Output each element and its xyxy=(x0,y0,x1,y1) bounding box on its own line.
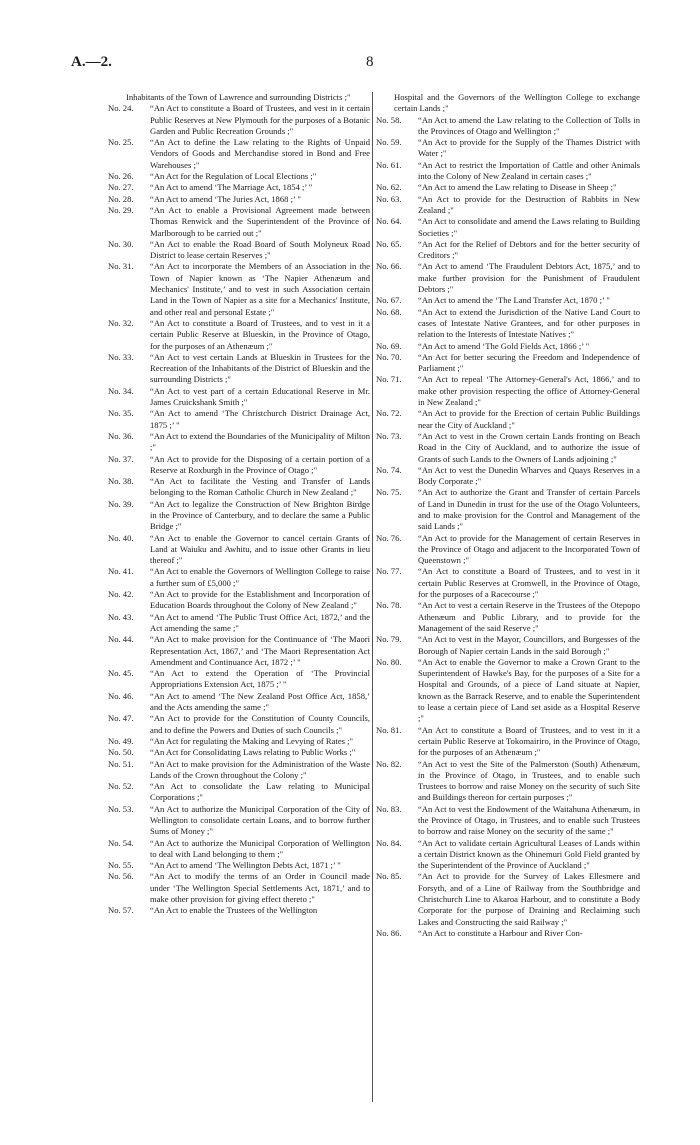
act-entry xyxy=(376,92,640,115)
act-title: “An Act to constitute a Board of Trustees, and to vest in it a certain Public Reserve at Tokomairiro, in the Province of Otago, for the purposes of an Athenæum ;" xyxy=(418,724,640,758)
act-title: “An Act to enable the Governor to cancel certain Grants of Land at Waiuku and Awhitu, and to issue other Grants in lieu thereof ;" xyxy=(150,532,370,566)
act-entry xyxy=(108,454,370,477)
act-number: No. 78. xyxy=(376,600,402,611)
act-entry xyxy=(376,871,640,927)
left-column xyxy=(108,92,370,917)
act-title: “An Act to constitute a Board of Trustees, and to vest in it certain Public Reserves at Cromwell, in the Province of Otago, for the purposes of a Racecourse ;" xyxy=(418,566,640,600)
act-number: No. 32. xyxy=(108,317,134,328)
act-entry xyxy=(108,103,370,137)
act-number: No. 52. xyxy=(108,781,134,792)
act-number: No. 53. xyxy=(108,803,134,814)
act-title: “An Act to amend the Law relating to Disease in Sheep ;" xyxy=(418,182,617,193)
act-entry xyxy=(108,838,370,861)
act-title: Inhabitants of the Town of Lawrence and surrounding Districts ;" xyxy=(126,92,351,102)
act-number: No. 70. xyxy=(376,351,402,362)
act-number: No. 81. xyxy=(376,724,402,735)
act-number: No. 45. xyxy=(108,668,134,679)
act-entry xyxy=(108,759,370,782)
act-title: “An Act to extend the Jurisdiction of the Native Land Court to cases of Intestate Native Grantees, and for other purposes in relation to the Interests of Intestate Natives ;" xyxy=(418,306,640,340)
act-number: No. 42. xyxy=(108,589,134,600)
act-title: “An Act to vest the Site of the Palmerston (South) Athenæum, in the Province of Otago, in Trustees, and to enable such Trustees to borrow and raise Money on the security of such Site and Buildings thereon for certain purposes ;" xyxy=(418,758,640,803)
act-entry xyxy=(376,137,640,160)
act-title: “An Act to provide for the Supply of the Thames District with Water ;" xyxy=(418,137,640,159)
act-entry xyxy=(376,566,640,600)
act-title: “An Act for regulating the Making and Levying of Rates ;" xyxy=(150,735,354,746)
act-number: No. 79. xyxy=(376,634,402,645)
act-entry xyxy=(376,216,640,239)
act-title: “An Act to provide for the Survey of Lakes Ellesmere and Forsyth, and of a Line of Railway from the Southbridge and Christchurch Line to Akaroa Harbour, and to constitute a Body Corporate for the purpose of Draining and Reclaiming such Lakes and Constructing the said Railway ;" xyxy=(418,871,640,927)
act-number: No. 75. xyxy=(376,487,402,498)
act-number: No. 39. xyxy=(108,498,134,509)
act-number: No. 80. xyxy=(376,656,402,667)
act-entry xyxy=(376,408,640,431)
act-entry xyxy=(376,759,640,804)
act-title: “An Act to provide for the Management of certain Reserves in the Province of Otago and adjacent to the Incorporated Town of Queenstown ;" xyxy=(418,532,640,566)
act-title: “An Act to amend ‘The Gold Fields Act, 1866 ;’ " xyxy=(418,340,590,351)
act-entry xyxy=(108,804,370,838)
act-title: “An Act to make provision for the Administration of the Waste Lands of the Crown throughout the Colony ;" xyxy=(150,758,370,780)
act-title: “An Act to extend the Boundaries of the Municipality of Milton ;" xyxy=(150,430,370,453)
act-title: “An Act to extend the Operation of ‘The Provincial Appropriations Extension Act, 1875 ;’ " xyxy=(150,668,370,690)
act-number: No. 26. xyxy=(108,171,134,182)
act-title: “An Act to constitute a Board of Trustees, and vest in it certain Public Reserves at New Plymouth for the purposes of a Botanic Garden and Public Recreation Grounds ;" xyxy=(150,103,370,136)
act-number: No. 58. xyxy=(376,114,402,125)
act-entry xyxy=(376,533,640,567)
act-entry xyxy=(108,499,370,533)
act-entry xyxy=(376,487,640,532)
act-title: “An Act to enable the Trustees of the Wellington xyxy=(150,905,318,916)
act-title: “An Act to constitute a Board of Trustees, and to vest in it a certain Public Reserve at Blueskin, in the Province of Otago, for the purposes of an Athenæum ;" xyxy=(150,317,370,351)
act-title: “An Act to enable the Governor to make a Crown Grant to the Superintendent of Hawke's Bay, for the purposes of a Site for a Hospital and Grounds, of a piece of Land situate at Napier, known as the Barrack Reserve, and to enable the Superintendent to lease a certain piece of Land set aside as a Hospital Reserve ;" xyxy=(418,656,640,724)
act-entry xyxy=(108,182,370,193)
act-number: No. 54. xyxy=(108,837,134,848)
act-number: No. 66. xyxy=(376,261,402,272)
act-entry xyxy=(376,239,640,262)
act-entry xyxy=(376,725,640,759)
section-reference: A.—2. xyxy=(71,54,112,70)
act-entry xyxy=(376,160,640,183)
act-entry xyxy=(108,871,370,905)
act-title: “An Act to modify the terms of an Order in Council made under ‘The Wellington Special Settlements Act, 1871,’ and to make other provision for giving effect thereto ;" xyxy=(150,871,370,905)
act-entry xyxy=(108,691,370,714)
act-title: “An Act to enable the Road Board of South Molyneux Road District to lease certain Reserves ;" xyxy=(150,238,370,261)
act-entry xyxy=(108,747,370,758)
column-divider xyxy=(372,92,373,1102)
act-title: “An Act to authorize the Municipal Corporation of the City of Wellington to consolidate certain Loans, and to borrow further Sums of Money ;" xyxy=(150,803,370,837)
act-number: No. 43. xyxy=(108,611,134,622)
act-title: “An Act to provide for the Establishment and Incorporation of Education Boards throughout the Colony of New Zealand ;" xyxy=(150,589,370,611)
act-number: No. 57. xyxy=(108,905,134,916)
act-number: No. 24. xyxy=(108,103,134,114)
act-title: “An Act to amend ‘The New Zealand Post Office Act, 1858,’ and the Acts amending the same ;" xyxy=(150,690,370,713)
act-number: No. 86. xyxy=(376,927,402,938)
act-entry xyxy=(108,205,370,239)
act-title: “An Act to provide for the Disposing of a certain portion of a Reserve at Roxburgh in the Province of Otago ;" xyxy=(150,453,370,475)
act-entry xyxy=(108,668,370,691)
act-entry xyxy=(108,318,370,352)
act-number: No. 38. xyxy=(108,476,134,487)
act-entry xyxy=(376,465,640,488)
act-title: “An Act to validate certain Agricultural Leases of Lands within a certain District known as the Ohinemuri Gold Field granted by the Superintendent of the Province of Auckland ;" xyxy=(418,837,640,871)
act-entry xyxy=(376,928,640,939)
act-title: “An Act to amend ‘The Fraudulent Debtors Act, 1875,’ and to make further provision for the Punishment of Fraudulent Debtors ;" xyxy=(418,261,640,295)
act-number: No. 50. xyxy=(108,747,134,758)
act-entry xyxy=(376,194,640,217)
act-number: No. 63. xyxy=(376,193,402,204)
act-title: “An Act for Consolidating Laws relating to Public Works ;" xyxy=(150,747,356,758)
act-title: “An Act to enable the Governors of Wellington College to raise a further sum of £5,000 ;" xyxy=(150,566,370,588)
act-number: No. 74. xyxy=(376,464,402,475)
act-number: No. 27. xyxy=(108,182,134,193)
page-header xyxy=(0,54,700,78)
act-number: No. 72. xyxy=(376,408,402,419)
act-entry xyxy=(376,307,640,341)
act-entry xyxy=(376,295,640,306)
act-number: No. 85. xyxy=(376,871,402,882)
act-number: No. 37. xyxy=(108,453,134,464)
act-entry xyxy=(376,182,640,193)
act-entry xyxy=(108,533,370,567)
act-number: No. 59. xyxy=(376,137,402,148)
act-title: “An Act to consolidate the Law relating to Municipal Corporations ;" xyxy=(150,781,370,803)
act-entry xyxy=(108,781,370,804)
act-title: “An Act to amend ‘The Juries Act, 1868 ;’ " xyxy=(150,193,301,204)
act-title: “An Act to make provision for the Continuance of ‘The Maori Representation Act, 1867,’ and ‘The Maori Representation Act Amendment and Continuance Act, 1872 ;’ " xyxy=(150,634,370,667)
act-number: No. 35. xyxy=(108,408,134,419)
act-title: “An Act to authorize the Municipal Corporation of Wellington to deal with Land belonging to them ;" xyxy=(150,837,370,859)
act-number: No. 36. xyxy=(108,430,134,441)
act-entry xyxy=(108,408,370,431)
act-number: No. 47. xyxy=(108,713,134,724)
act-number: No. 71. xyxy=(376,374,402,385)
act-entry xyxy=(376,838,640,872)
act-title: “An Act for the Relief of Debtors and for the better security of Creditors ;" xyxy=(418,238,640,261)
act-entry xyxy=(376,352,640,375)
act-number: No. 76. xyxy=(376,532,402,543)
act-title: “An Act to provide for the Destruction of Rabbits in New Zealand ;" xyxy=(418,193,640,215)
act-entry xyxy=(376,374,640,408)
act-number: No. 61. xyxy=(376,159,402,170)
act-number: No. 33. xyxy=(108,351,134,362)
act-entry xyxy=(376,634,640,657)
act-title: “An Act to vest in the Mayor, Councillors, and Burgesses of the Borough of Napier certain Lands in the said Borough ;" xyxy=(418,634,640,656)
act-entry xyxy=(108,589,370,612)
act-title: “An Act to amend the Law relating to the Collection of Tolls in the Provinces of Otago and Wellington ;" xyxy=(418,114,640,136)
act-number: No. 49. xyxy=(108,735,134,746)
act-title: “An Act to provide for the Erection of certain Public Buildings near the City of Auckland ;" xyxy=(418,408,640,430)
act-entry xyxy=(108,194,370,205)
act-title: “An Act to facilitate the Vesting and Transfer of Lands belonging to the Roman Catholic Church in New Zealand ;" xyxy=(150,476,370,498)
act-title: “An Act to vest the Endowment of the Waitahuna Athenæum, in the Province of Otago, in Trustees, and to enable such Trustees to borrow and raise Money on the security of the same ;" xyxy=(418,803,640,837)
act-number: No. 51. xyxy=(108,758,134,769)
act-number: No. 65. xyxy=(376,238,402,249)
act-entry xyxy=(376,115,640,138)
act-entry xyxy=(376,600,640,634)
act-number: No. 73. xyxy=(376,430,402,441)
act-number: No. 28. xyxy=(108,193,134,204)
act-title: “An Act to repeal ‘The Attorney-General's Act, 1866,’ and to make other provision respecting the office of Attorney-General in New Zealand ;" xyxy=(418,374,640,408)
act-number: No. 84. xyxy=(376,837,402,848)
act-number: No. 77. xyxy=(376,566,402,577)
act-entry xyxy=(108,736,370,747)
act-title: “An Act for the Regulation of Local Elections ;" xyxy=(150,171,317,182)
act-number: No. 25. xyxy=(108,137,134,148)
act-title: “An Act to amend ‘The Wellington Debts Act, 1871 ;’ " xyxy=(150,860,341,871)
act-entry xyxy=(108,171,370,182)
act-number: No. 40. xyxy=(108,532,134,543)
act-title: “An Act to amend ‘The Marriage Act, 1854 ;’ " xyxy=(150,182,313,193)
act-entry xyxy=(108,566,370,589)
act-number: No. 55. xyxy=(108,860,134,871)
act-number: No. 82. xyxy=(376,758,402,769)
act-entry xyxy=(108,386,370,409)
act-title: “An Act to vest certain Lands at Blueskin in Trustees for the Recreation of the Inhabitants of the District of Blueskin and the surrounding Districts ;" xyxy=(150,351,370,385)
act-number: No. 30. xyxy=(108,238,134,249)
act-entry xyxy=(108,634,370,668)
act-number: No. 31. xyxy=(108,261,134,272)
act-title: “An Act to constitute a Harbour and River Con- xyxy=(418,927,583,938)
act-number: No. 67. xyxy=(376,295,402,306)
act-title: “An Act to enable a Provisional Agreement made between Thomas Renwick and the Superintendent of the Province of Marlborough to be carried out ;" xyxy=(150,204,370,238)
act-title: “An Act to incorporate the Members of an Association in the Town of Napier known as ‘The Napier Athenæum and Mechanics' Institute,’ and to vest in such Association certain Land in the Town of Napier as a site for a Mechanics' Institute, and other real and personal Estate ;" xyxy=(150,261,370,317)
act-title: Hospital and the Governors of the Wellington College to exchange certain Lands ;" xyxy=(394,92,640,114)
act-entry xyxy=(108,92,370,103)
act-number: No. 62. xyxy=(376,182,402,193)
act-title: “An Act to consolidate and amend the Laws relating to Building Societies ;" xyxy=(418,216,640,238)
act-title: “An Act to vest part of a certain Educational Reserve in Mr. James Cruickshank Smith ;" xyxy=(150,385,370,408)
act-number: No. 41. xyxy=(108,566,134,577)
act-title: “An Act to amend ‘The Public Trust Office Act, 1872,’ and the Act amending the same ;" xyxy=(150,611,370,633)
act-entry xyxy=(376,261,640,295)
act-number: No. 68. xyxy=(376,306,402,317)
act-entry xyxy=(108,713,370,736)
act-entry xyxy=(108,137,370,171)
act-number: No. 56. xyxy=(108,871,134,882)
act-number: No. 69. xyxy=(376,340,402,351)
act-number: No. 29. xyxy=(108,204,134,215)
act-entry xyxy=(108,239,370,262)
act-title: “An Act to amend the ‘The Land Transfer Act, 1870 ;’ " xyxy=(418,295,610,306)
act-number: No. 34. xyxy=(108,385,134,396)
act-title: “An Act to legalize the Construction of New Brighton Birdge in the Province of Canterbury, and to declare the same a Public Bridge ;" xyxy=(150,498,370,532)
act-title: “An Act to amend ‘The Christchurch District Drainage Act, 1875 ;’ " xyxy=(150,408,370,430)
act-entry xyxy=(108,612,370,635)
act-entry xyxy=(376,431,640,465)
act-entry xyxy=(376,804,640,838)
act-entry xyxy=(376,341,640,352)
right-column xyxy=(376,92,640,939)
act-number: No. 83. xyxy=(376,803,402,814)
act-title: “An Act for better securing the Freedom and Independence of Parliament ;" xyxy=(418,351,640,374)
act-title: “An Act to vest a certain Reserve in the Trustees of the Otepopo Athenæum and Public Library, and to provide for the Management of the said Reserve ;" xyxy=(418,600,640,633)
act-title: “An Act to restrict the Importation of Cattle and other Animals into the Colony of New Zealand in certain cases ;" xyxy=(418,159,640,182)
act-number: No. 46. xyxy=(108,690,134,701)
act-title: “An Act to define the Law relating to the Rights of Unpaid Vendors of Goods and Merchandise stored in Bond and Free Warehouses ;" xyxy=(150,137,370,170)
page-number: 8 xyxy=(366,54,374,70)
act-entry xyxy=(108,476,370,499)
act-entry xyxy=(108,431,370,454)
act-number: No. 44. xyxy=(108,634,134,645)
act-number: No. 64. xyxy=(376,216,402,227)
act-title: “An Act to provide for the Constitution of County Councils, and to define the Powers and Duties of such Councils ;" xyxy=(150,713,370,735)
act-entry xyxy=(108,860,370,871)
act-entry xyxy=(108,905,370,916)
act-entry xyxy=(108,352,370,386)
act-title: “An Act to authorize the Grant and Transfer of certain Parcels of Land in Dunedin in trust for the use of the Otago Volunteers, and to make provision for the Control and Management of the said Lands ;" xyxy=(418,487,640,532)
act-title: “An Act to vest the Dunedin Wharves and Quays Reserves in a Body Corporate ;" xyxy=(418,464,640,487)
act-entry xyxy=(108,261,370,317)
act-title: “An Act to vest in the Crown certain Lands fronting on Beach Road in the City of Auckland, and to authorize the issue of Grants of such Lands to the Owners of Lands adjoining ;" xyxy=(418,430,640,464)
act-entry xyxy=(376,657,640,725)
